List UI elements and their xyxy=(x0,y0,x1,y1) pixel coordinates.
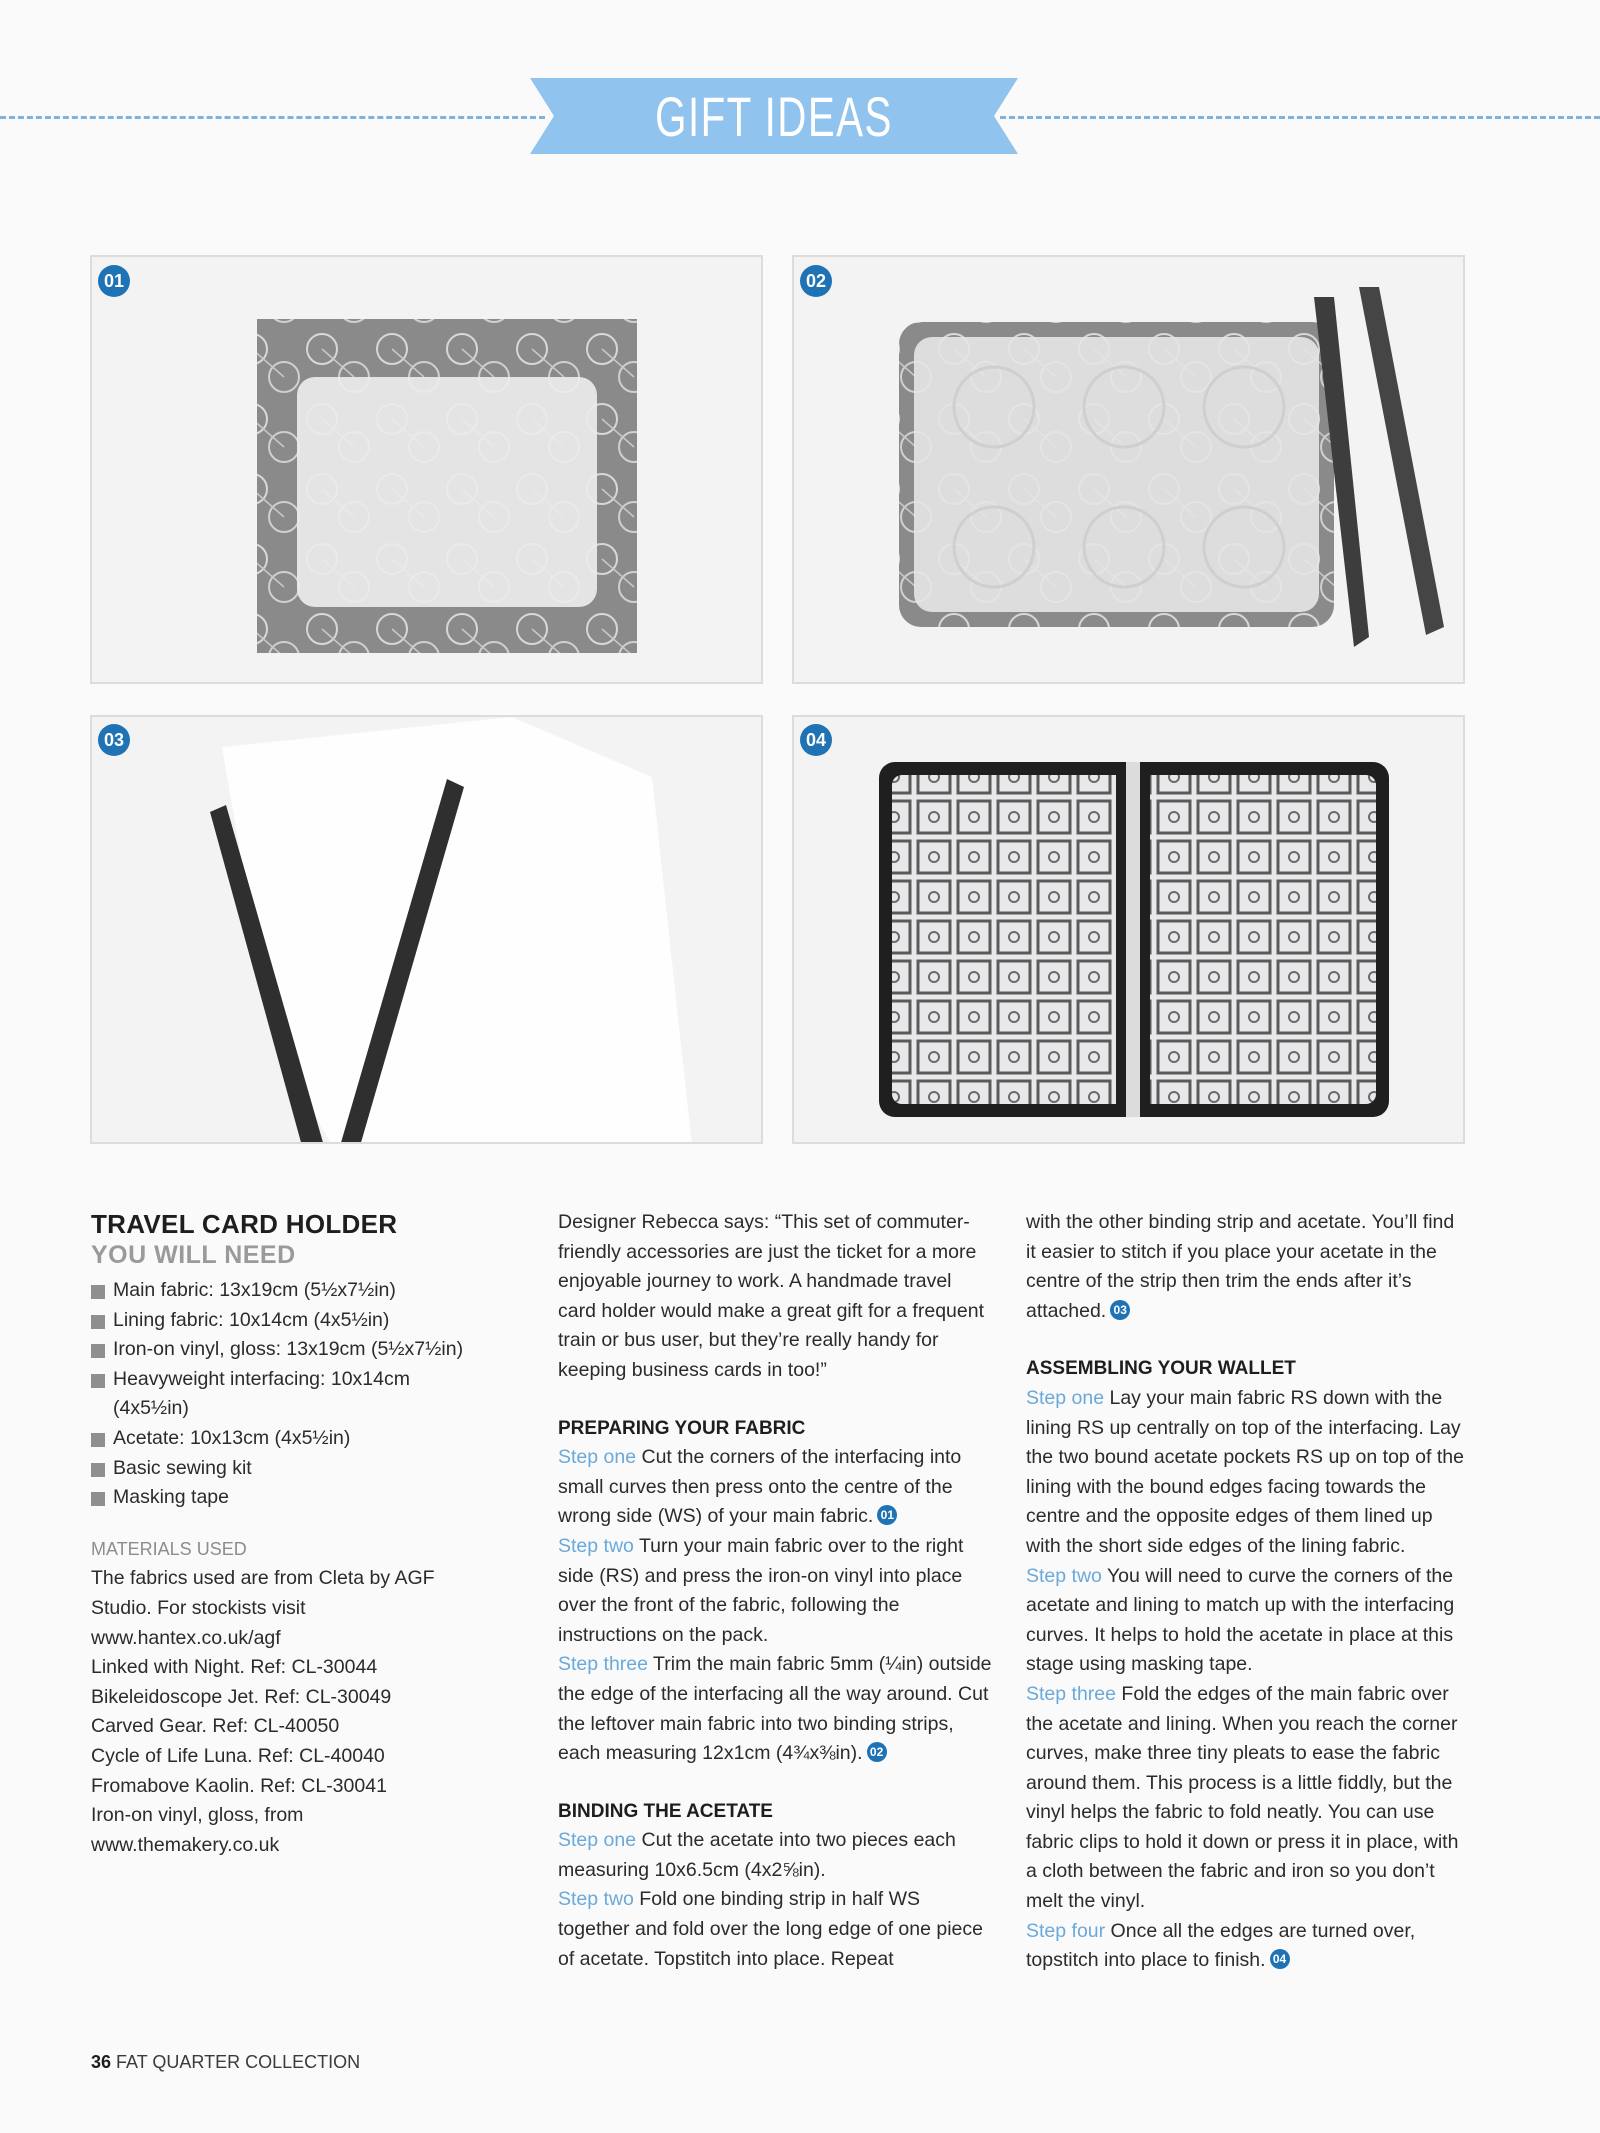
photo-ref-badge: 04 xyxy=(1270,1949,1290,1969)
photo-ref-badge: 02 xyxy=(867,1742,887,1762)
step-paragraph xyxy=(1026,1562,1464,1680)
photo-ref-badge: 03 xyxy=(1110,1300,1130,1320)
materials-line: www.hantex.co.uk/agf xyxy=(91,1626,281,1649)
header-dash-left xyxy=(0,116,545,119)
photo-number-01: 01 xyxy=(98,265,130,297)
list-item: Iron-on vinyl, gloss: 13x19cm (5½x7½in) xyxy=(91,1335,491,1365)
photo-ref-badge: 01 xyxy=(877,1505,897,1525)
step-paragraph xyxy=(558,1443,994,1532)
step-text: Cut the corners of the interfacing into small curves then press onto the centre of the wrong side (WS) of your main fabric. xyxy=(558,1446,962,1528)
step-text: You will need to curve the corners of the acetate and lining to match up with the interfacing curves. It helps to hold the acetate in place at this stage using masking tape. xyxy=(1026,1564,1455,1676)
continued-text: with the other binding strip and acetate. You’ll find it easier to stitch if you place your acetate in the centre of the strip then trim the ends after it’s attached. xyxy=(1026,1211,1455,1322)
step-paragraph xyxy=(558,1650,994,1768)
bound-acetate-illustration xyxy=(92,717,763,1144)
step-photo-01 xyxy=(90,255,763,684)
step-paragraph xyxy=(1026,1384,1464,1562)
step-paragraph xyxy=(558,1885,994,1974)
step-paragraph xyxy=(558,1532,994,1650)
step-photo-02 xyxy=(792,255,1465,684)
step-photo-03 xyxy=(90,715,763,1144)
step-label: Step two xyxy=(558,1888,634,1911)
list-item: Acetate: 10x13cm (4x5½in) xyxy=(91,1424,491,1454)
section-heading-preparing: PREPARING YOUR FABRIC xyxy=(558,1417,806,1439)
list-item: Heavyweight interfacing: 10x14cm (4x5½in) xyxy=(91,1365,491,1424)
materials-line: Fromabove Kaolin. Ref: CL-30041 xyxy=(91,1774,387,1797)
step-text: Fold the edges of the main fabric over the acetate and lining. When you reach the corner curves, make three tiny pleats to ease the fabric around them. This process is a little fiddly, but the vinyl helps the fabric to fold neatly. You can use fabric clips to hold it down or press it in place, with a cloth between the fabric and iron so you don’t melt the vinyl. xyxy=(1026,1682,1459,1913)
step-label: Step three xyxy=(1026,1682,1116,1705)
step-label: Step one xyxy=(558,1446,637,1469)
step-paragraph xyxy=(1026,1917,1464,1976)
materials-line: Studio. For stockists visit xyxy=(91,1596,306,1619)
finished-wallet-illustration xyxy=(794,717,1465,1144)
step-label: Step one xyxy=(558,1829,637,1852)
step-text: Once all the edges are turned over, topstitch into place to finish. xyxy=(1026,1919,1416,1972)
publication-name: FAT QUARTER COLLECTION xyxy=(116,2052,361,2072)
materials-line: Linked with Night. Ref: CL-30044 xyxy=(91,1656,378,1679)
list-item: Basic sewing kit xyxy=(91,1454,491,1484)
materials-line: The fabrics used are from Cleta by AGF xyxy=(91,1567,435,1590)
article-title: TRAVEL CARD HOLDER xyxy=(91,1209,398,1239)
list-item: Masking tape xyxy=(91,1483,491,1513)
fabric-interfacing-illustration xyxy=(92,257,763,684)
materials-used-text xyxy=(91,1564,491,1860)
requirements-list xyxy=(91,1276,491,1513)
photo-number-03: 03 xyxy=(98,724,130,756)
column-1 xyxy=(91,1208,491,1860)
you-will-need-heading: YOU WILL NEED xyxy=(91,1241,296,1269)
materials-line: Bikeleidoscope Jet. Ref: CL-30049 xyxy=(91,1685,392,1708)
materials-line: www.themakery.co.uk xyxy=(91,1833,280,1856)
step-label: Step two xyxy=(558,1534,634,1557)
column-3 xyxy=(1026,1208,1464,1976)
section-heading-assembling: ASSEMBLING YOUR WALLET xyxy=(1026,1358,1296,1380)
list-item: Main fabric: 13x19cm (5½x7½in) xyxy=(91,1276,491,1306)
materials-line: Cycle of Life Luna. Ref: CL-40040 xyxy=(91,1744,385,1767)
step-text: Turn your main fabric over to the right side (RS) and press the iron-on vinyl into place over the front of the fabric, following the instructions on the pack. xyxy=(558,1534,964,1646)
photo-number-04: 04 xyxy=(800,724,832,756)
section-heading-binding: BINDING THE ACETATE xyxy=(558,1800,773,1822)
vinyl-fabric-strips-illustration xyxy=(794,257,1465,684)
step-text: Cut the acetate into two pieces each measuring 10x6.5cm (4x2⅝in). xyxy=(558,1829,956,1881)
step-paragraph xyxy=(558,1826,994,1885)
designer-quote: Designer Rebecca says: “This set of commuter-friendly accessories are just the ticket for a more enjoyable journey to work. A handmade travel card holder would make a great gift for a frequent train or bus user, but they’re really handy for keeping business cards in too!” xyxy=(558,1211,984,1381)
step-label: Step one xyxy=(1026,1386,1105,1409)
page-footer xyxy=(91,2052,360,2073)
materials-used-heading: MATERIALS USED xyxy=(91,1538,247,1559)
step-photo-04 xyxy=(792,715,1465,1144)
photo-number-02: 02 xyxy=(800,265,832,297)
continued-paragraph xyxy=(1026,1208,1464,1326)
header-dash-right xyxy=(1000,116,1600,119)
materials-line: Iron-on vinyl, gloss, from xyxy=(91,1804,304,1827)
step-text: Trim the main fabric 5mm (¼in) outside the edge of the interfacing all the way around. Cut the leftover main fabric into two binding strips, each measuring 12x1cm (4¾x⅜in). xyxy=(558,1653,992,1765)
step-text: Lay your main fabric RS down with the lining RS up centrally on top of the interfacing. Lay the two bound acetate pockets RS up on top of the lining with the bound edges facing towards the centre and the opposite edges of them lined up with the short side edges of the lining fabric. xyxy=(1026,1386,1464,1557)
step-label: Step three xyxy=(558,1653,648,1676)
step-label: Step four xyxy=(1026,1919,1106,1942)
banner-title: GIFT IDEAS xyxy=(655,84,893,148)
step-label: Step two xyxy=(1026,1564,1102,1587)
column-2 xyxy=(558,1208,994,1974)
step-paragraph xyxy=(1026,1680,1464,1917)
step-text: Fold one binding strip in half WS together and fold over the long edge of one piece of acetate. Topstitch into place. Repeat xyxy=(558,1888,983,1970)
list-item: Lining fabric: 10x14cm (4x5½in) xyxy=(91,1306,491,1336)
page-number: 36 xyxy=(91,2052,112,2072)
materials-line: Carved Gear. Ref: CL-40050 xyxy=(91,1715,340,1738)
